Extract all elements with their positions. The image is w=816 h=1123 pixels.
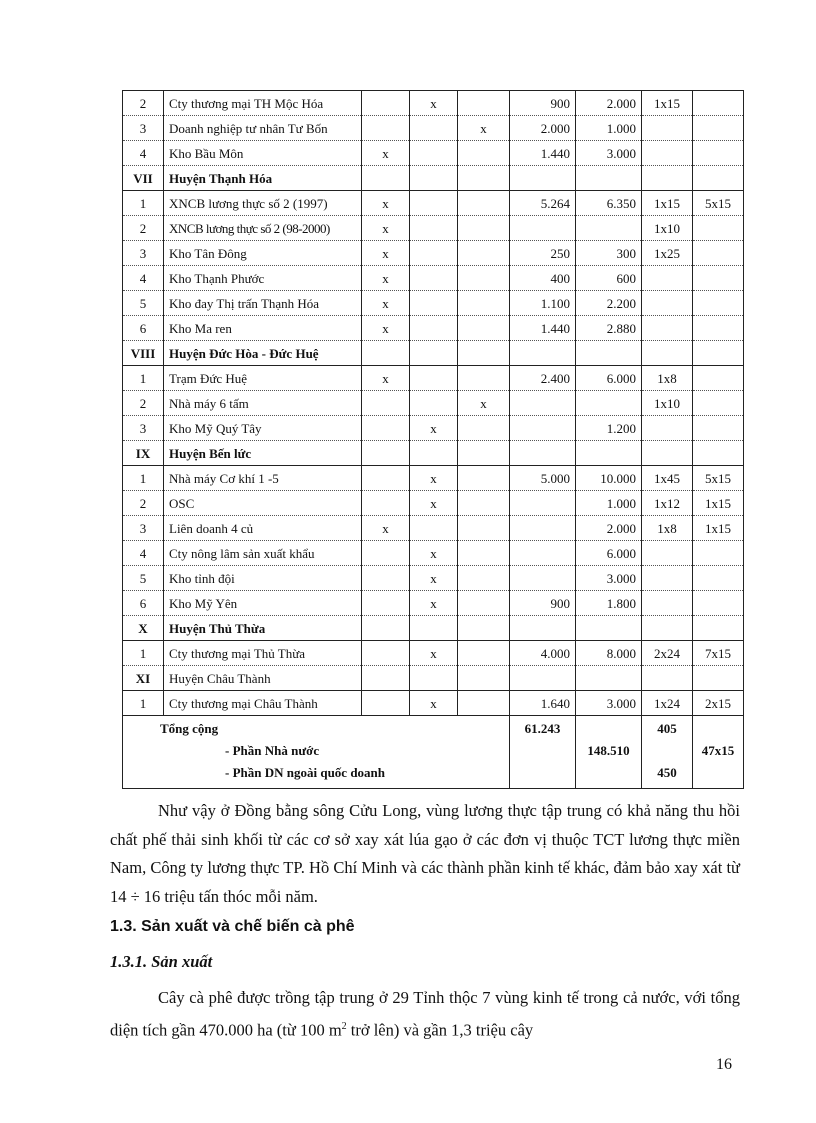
mark-col-2: x: [410, 491, 458, 516]
empty-cell: [510, 616, 576, 641]
size-col-1: 1x15: [642, 91, 693, 116]
mark-col-3: [458, 416, 510, 441]
value-col-2: 3.000: [576, 566, 642, 591]
mark-col-1: [362, 641, 410, 666]
table-row: [123, 641, 744, 666]
row-number: 4: [123, 141, 164, 166]
mark-col-1: [362, 116, 410, 141]
size-col-2: [693, 241, 744, 266]
mark-col-3: x: [458, 116, 510, 141]
size-col-2: [693, 116, 744, 141]
facility-name: Cty thương mại Châu Thành: [164, 691, 362, 716]
mark-col-2: [410, 116, 458, 141]
table-row: [123, 91, 744, 116]
mark-col-2: x: [410, 91, 458, 116]
empty-cell: [362, 666, 410, 691]
size-col-1: [642, 316, 693, 341]
value-col-1: [510, 491, 576, 516]
empty-cell: [362, 441, 410, 466]
size-col-1: 1x8: [642, 516, 693, 541]
row-number: 4: [123, 541, 164, 566]
mark-col-1: x: [362, 266, 410, 291]
size-col-2: [693, 391, 744, 416]
facility-name: Doanh nghiệp tư nhân Tư Bốn: [164, 116, 362, 141]
empty-cell: [510, 166, 576, 191]
superscript-2: 2: [341, 1020, 347, 1032]
total-value-2: 148.510: [587, 743, 630, 758]
size-col-2: [693, 366, 744, 391]
value-col-2: 1.000: [576, 116, 642, 141]
row-number: 2: [123, 391, 164, 416]
section-name: Huyện Đức Hòa - Đức Huệ: [164, 341, 362, 366]
empty-cell: [576, 166, 642, 191]
subsection-heading-production: 1.3.1. Sản xuất: [110, 952, 213, 971]
value-col-2: 8.000: [576, 641, 642, 666]
size-col-1: 1x10: [642, 391, 693, 416]
size-col-2: [693, 91, 744, 116]
size-col-1: 1x10: [642, 216, 693, 241]
mark-col-2: [410, 516, 458, 541]
size-col-1: [642, 116, 693, 141]
total-size-col-1: [642, 716, 693, 789]
mark-col-3: x: [458, 391, 510, 416]
total-size-2: 47x15: [701, 743, 735, 758]
total-size-top: 405: [657, 721, 677, 736]
value-col-1: 900: [510, 591, 576, 616]
row-number: 1: [123, 691, 164, 716]
size-col-2: [693, 266, 744, 291]
empty-cell: [693, 166, 744, 191]
facility-name: Cty thương mại TH Mộc Hóa: [164, 91, 362, 116]
table-row: [123, 316, 744, 341]
empty-cell: [410, 441, 458, 466]
facility-name: Kho Ma ren: [164, 316, 362, 341]
size-col-2: 1x15: [693, 516, 744, 541]
value-col-2: 6.000: [576, 541, 642, 566]
value-col-1: 4.000: [510, 641, 576, 666]
value-col-1: [510, 391, 576, 416]
facility-name: Cty nông lâm sản xuất khẩu: [164, 541, 362, 566]
paragraph-coffee-area: [110, 984, 740, 1045]
value-col-1: 5.000: [510, 466, 576, 491]
size-col-2: [693, 591, 744, 616]
empty-cell: [410, 616, 458, 641]
empty-cell: [510, 441, 576, 466]
row-number: 2: [123, 216, 164, 241]
size-col-2: [693, 316, 744, 341]
size-col-1: [642, 141, 693, 166]
value-col-2: 2.000: [576, 516, 642, 541]
empty-cell: [576, 616, 642, 641]
size-col-1: 1x12: [642, 491, 693, 516]
row-number: 1: [123, 641, 164, 666]
mark-col-1: x: [362, 191, 410, 216]
size-col-2: [693, 141, 744, 166]
empty-cell: [693, 616, 744, 641]
value-col-1: [510, 516, 576, 541]
table-row: [123, 391, 744, 416]
size-col-1: [642, 566, 693, 591]
size-col-1: [642, 291, 693, 316]
value-col-1: 2.400: [510, 366, 576, 391]
size-col-1: 1x25: [642, 241, 693, 266]
value-col-2: 300: [576, 241, 642, 266]
table-section-row: [123, 341, 744, 366]
value-col-2: 1.000: [576, 491, 642, 516]
empty-cell: [642, 341, 693, 366]
size-col-2: 5x15: [693, 466, 744, 491]
mark-col-3: [458, 691, 510, 716]
section-number: IX: [123, 441, 164, 466]
mark-col-1: x: [362, 316, 410, 341]
size-col-1: 2x24: [642, 641, 693, 666]
size-col-1: [642, 541, 693, 566]
value-col-2: 6.000: [576, 366, 642, 391]
table-row: [123, 291, 744, 316]
mark-col-1: x: [362, 291, 410, 316]
total-state-label: - Phần Nhà nước: [225, 743, 320, 758]
table-row: [123, 416, 744, 441]
value-col-2: 1.200: [576, 416, 642, 441]
paragraph-coffee-part1: Cây cà phê được trồng tập trung ở 29 Tỉnh thộc 7 vùng kinh tế trong cả nước, với tổng diện tích gần 470.000 ha (từ 100 m: [110, 988, 740, 1039]
total-label: Tổng cộng: [160, 721, 219, 736]
facility-table: [122, 90, 744, 789]
mark-col-3: [458, 366, 510, 391]
mark-col-1: x: [362, 241, 410, 266]
facility-name: Kho Thạnh Phước: [164, 266, 362, 291]
facility-name: Kho Bầu Môn: [164, 141, 362, 166]
section-heading-coffee: 1.3. Sản xuất và chế biến cà phê: [110, 918, 355, 935]
facility-name: XNCB lương thực số 2 (98-2000): [164, 216, 362, 241]
empty-cell: [458, 441, 510, 466]
facility-name: Kho Mỹ Quý Tây: [164, 416, 362, 441]
mark-col-3: [458, 566, 510, 591]
value-col-1: [510, 416, 576, 441]
empty-cell: [458, 166, 510, 191]
mark-col-3: [458, 191, 510, 216]
table-row: [123, 216, 744, 241]
mark-col-1: [362, 91, 410, 116]
mark-col-3: [458, 216, 510, 241]
mark-col-2: [410, 216, 458, 241]
size-col-1: [642, 266, 693, 291]
mark-col-2: x: [410, 541, 458, 566]
empty-cell: [576, 341, 642, 366]
value-col-1: 250: [510, 241, 576, 266]
value-col-1: 1.640: [510, 691, 576, 716]
mark-col-1: x: [362, 216, 410, 241]
row-number: 4: [123, 266, 164, 291]
value-col-1: [510, 566, 576, 591]
facility-name: Liên doanh 4 củ: [164, 516, 362, 541]
value-col-2: [576, 216, 642, 241]
table-section-row: [123, 616, 744, 641]
mark-col-3: [458, 316, 510, 341]
empty-cell: [458, 341, 510, 366]
row-number: 3: [123, 116, 164, 141]
empty-cell: [362, 616, 410, 641]
table-row: [123, 491, 744, 516]
value-col-2: 3.000: [576, 141, 642, 166]
mark-col-3: [458, 591, 510, 616]
value-col-2: [576, 391, 642, 416]
facility-name: Trạm Đức Huệ: [164, 366, 362, 391]
paragraph-rice-milling: Như vậy ở Đồng bằng sông Cửu Long, vùng lương thực tập trung có khả năng thu hồi chất phế thải sinh khối từ các cơ sở xay xát lúa gạo ở các đơn vị thuộc TCT lương thực miền Nam, Công ty lương thực TP. Hồ Chí Minh và các thành phần kinh tế khác, đảm bảo xay xát từ 14 ÷ 16 triệu tấn thóc mỗi năm.: [110, 801, 740, 906]
empty-cell: [642, 666, 693, 691]
empty-cell: [458, 666, 510, 691]
facility-name: Cty thương mại Thủ Thừa: [164, 641, 362, 666]
mark-col-3: [458, 466, 510, 491]
mark-col-3: [458, 541, 510, 566]
mark-col-1: [362, 566, 410, 591]
value-col-1: 2.000: [510, 116, 576, 141]
value-col-2: 600: [576, 266, 642, 291]
facility-name: Kho Mỹ Yên: [164, 591, 362, 616]
empty-cell: [693, 341, 744, 366]
facility-name: Kho đay Thị trấn Thạnh Hóa: [164, 291, 362, 316]
empty-cell: [576, 441, 642, 466]
mark-col-3: [458, 266, 510, 291]
total-size-bottom: 450: [657, 765, 677, 780]
value-col-1: 5.264: [510, 191, 576, 216]
mark-col-3: [458, 491, 510, 516]
empty-cell: [510, 666, 576, 691]
total-value-col-2: [576, 716, 642, 789]
size-col-2: 1x15: [693, 491, 744, 516]
empty-cell: [510, 341, 576, 366]
mark-col-1: x: [362, 141, 410, 166]
mark-col-1: [362, 491, 410, 516]
mark-col-3: [458, 516, 510, 541]
size-col-1: 1x8: [642, 366, 693, 391]
table-section-row: [123, 666, 744, 691]
size-col-2: 7x15: [693, 641, 744, 666]
size-col-1: 1x15: [642, 191, 693, 216]
mark-col-2: [410, 366, 458, 391]
row-number: 3: [123, 241, 164, 266]
value-col-1: 1.440: [510, 316, 576, 341]
size-col-2: [693, 541, 744, 566]
row-number: 1: [123, 191, 164, 216]
mark-col-1: [362, 416, 410, 441]
section-name: Huyện Bến lức: [164, 441, 362, 466]
row-number: 6: [123, 591, 164, 616]
value-col-2: 2.000: [576, 91, 642, 116]
mark-col-2: [410, 391, 458, 416]
mark-col-2: [410, 191, 458, 216]
mark-col-1: [362, 391, 410, 416]
value-col-1: 400: [510, 266, 576, 291]
mark-col-2: [410, 291, 458, 316]
row-number: 5: [123, 291, 164, 316]
facility-name: XNCB lương thực số 2 (1997): [164, 191, 362, 216]
size-col-2: [693, 416, 744, 441]
mark-col-1: [362, 591, 410, 616]
size-col-1: [642, 591, 693, 616]
mark-col-1: x: [362, 516, 410, 541]
table-row: [123, 266, 744, 291]
table-row: [123, 541, 744, 566]
row-number: 1: [123, 466, 164, 491]
table-row: [123, 516, 744, 541]
value-col-2: 2.200: [576, 291, 642, 316]
row-number: 2: [123, 91, 164, 116]
table-section-row: [123, 166, 744, 191]
empty-cell: [693, 441, 744, 466]
mark-col-2: [410, 141, 458, 166]
section-number: XI: [123, 666, 164, 691]
value-col-2: 10.000: [576, 466, 642, 491]
mark-col-3: [458, 641, 510, 666]
mark-col-1: [362, 541, 410, 566]
total-value-col-1: [510, 716, 576, 789]
table-section-row: [123, 441, 744, 466]
row-number: 3: [123, 416, 164, 441]
row-number: 1: [123, 366, 164, 391]
total-row: [123, 716, 744, 789]
total-size-col-2: [693, 716, 744, 789]
table-row: [123, 566, 744, 591]
empty-cell: [642, 441, 693, 466]
empty-cell: [362, 341, 410, 366]
mark-col-3: [458, 91, 510, 116]
section-name: Huyện Thạnh Hóa: [164, 166, 362, 191]
total-private-label: - Phần DN ngoài quốc doanh: [225, 765, 386, 780]
mark-col-3: [458, 291, 510, 316]
value-col-2: 1.800: [576, 591, 642, 616]
size-col-2: 5x15: [693, 191, 744, 216]
row-number: 5: [123, 566, 164, 591]
value-col-2: 2.880: [576, 316, 642, 341]
table-row: [123, 116, 744, 141]
facility-name: Kho tỉnh đội: [164, 566, 362, 591]
mark-col-2: [410, 316, 458, 341]
size-col-2: 2x15: [693, 691, 744, 716]
empty-cell: [458, 616, 510, 641]
table-row: [123, 241, 744, 266]
section-number: VIII: [123, 341, 164, 366]
mark-col-2: x: [410, 416, 458, 441]
table-row: [123, 691, 744, 716]
mark-col-1: [362, 691, 410, 716]
facility-name: Kho Tân Đông: [164, 241, 362, 266]
empty-cell: [576, 666, 642, 691]
value-col-1: 900: [510, 91, 576, 116]
mark-col-2: x: [410, 691, 458, 716]
table-row: [123, 591, 744, 616]
mark-col-2: [410, 266, 458, 291]
row-number: 2: [123, 491, 164, 516]
facility-name: Nhà máy Cơ khí 1 -5: [164, 466, 362, 491]
size-col-1: 1x45: [642, 466, 693, 491]
mark-col-2: x: [410, 591, 458, 616]
section-number: VII: [123, 166, 164, 191]
section-name: Huyện Thủ Thừa: [164, 616, 362, 641]
empty-cell: [642, 616, 693, 641]
size-col-2: [693, 291, 744, 316]
facility-name: Nhà máy 6 tấm: [164, 391, 362, 416]
total-label-cell: [123, 716, 510, 789]
section-name: Huyện Châu Thành: [164, 666, 362, 691]
mark-col-2: x: [410, 566, 458, 591]
table-row: [123, 191, 744, 216]
empty-cell: [410, 166, 458, 191]
empty-cell: [362, 166, 410, 191]
table-row: [123, 141, 744, 166]
size-col-1: 1x24: [642, 691, 693, 716]
empty-cell: [410, 666, 458, 691]
total-value-1: 61.243: [524, 721, 561, 736]
paragraph-coffee-part2: trở lên) và gần 1,3 triệu cây: [346, 1020, 534, 1039]
value-col-2: 3.000: [576, 691, 642, 716]
mark-col-2: x: [410, 641, 458, 666]
row-number: 6: [123, 316, 164, 341]
value-col-1: 1.440: [510, 141, 576, 166]
mark-col-3: [458, 141, 510, 166]
empty-cell: [693, 666, 744, 691]
value-col-1: 1.100: [510, 291, 576, 316]
mark-col-1: [362, 466, 410, 491]
size-col-1: [642, 416, 693, 441]
facility-name: OSC: [164, 491, 362, 516]
empty-cell: [642, 166, 693, 191]
mark-col-2: x: [410, 466, 458, 491]
row-number: 3: [123, 516, 164, 541]
value-col-1: [510, 541, 576, 566]
table-row: [123, 466, 744, 491]
empty-cell: [410, 341, 458, 366]
table-row: [123, 366, 744, 391]
mark-col-1: x: [362, 366, 410, 391]
value-col-2: 6.350: [576, 191, 642, 216]
size-col-2: [693, 566, 744, 591]
page-number: 16: [716, 1056, 732, 1073]
mark-col-3: [458, 241, 510, 266]
value-col-1: [510, 216, 576, 241]
mark-col-2: [410, 241, 458, 266]
section-number: X: [123, 616, 164, 641]
size-col-2: [693, 216, 744, 241]
